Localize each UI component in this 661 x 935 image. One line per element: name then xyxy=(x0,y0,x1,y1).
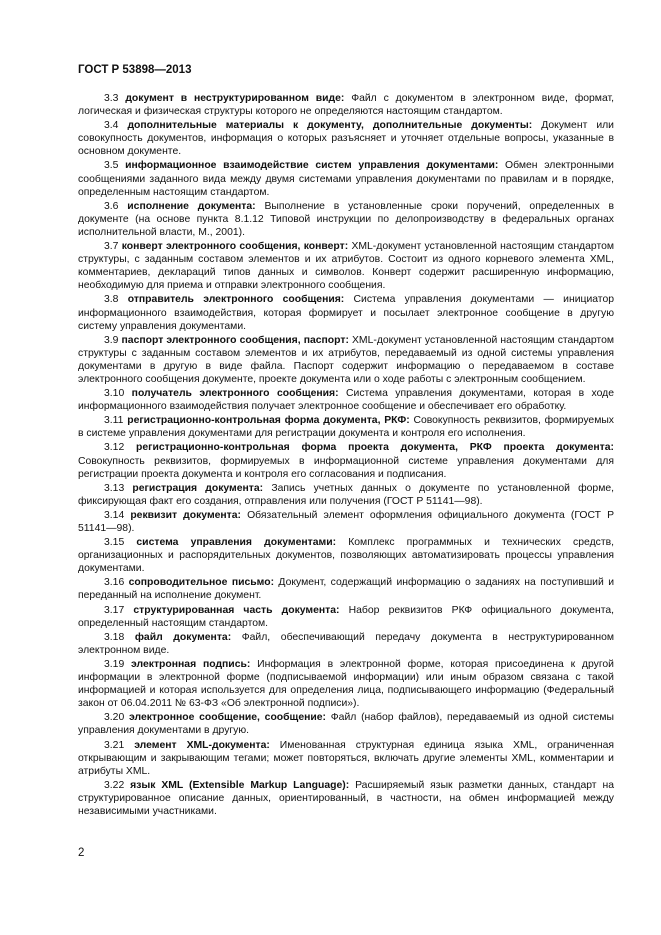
item-number: 3.13 xyxy=(104,482,125,494)
definition-item xyxy=(78,604,614,630)
definition-item xyxy=(78,159,614,198)
item-term: дополнительные материалы к документу, дополнительные документы: xyxy=(127,120,533,132)
definition-item xyxy=(78,576,614,602)
definition-item xyxy=(78,119,614,158)
item-term: информационное взаимодействие систем управления документами: xyxy=(125,160,499,172)
definition-item xyxy=(78,441,614,480)
definitions-list xyxy=(78,92,614,819)
definition-item xyxy=(78,293,614,332)
item-number: 3.11 xyxy=(104,415,124,427)
item-definition: XML-документ установленной настоящим стандартом структуры с заданным составом элементов и их атрибутов, передаваемый из одной системы управления документами в другую в виде файла. Паспорт содержит информацию о передаваемом в составе электронного сообщения документе, проекте документа или о ходе работы с электронным сообщением. xyxy=(78,334,615,385)
item-number: 3.16 xyxy=(104,577,125,589)
definition-item xyxy=(78,739,614,778)
item-term: конверт электронного сообщения, конверт: xyxy=(121,241,349,253)
item-definition: Набор реквизитов РКФ официального документа, определенный настоящим стандартом. xyxy=(78,604,615,629)
definition-item xyxy=(78,658,614,710)
item-number: 3.4 xyxy=(104,120,119,132)
item-number: 3.10 xyxy=(104,388,125,400)
item-term: исполнение документа: xyxy=(127,200,256,212)
item-definition: Информация в электронной форме, которая присоединена к другой информации в электронной форме (подписываемой информации) или иным образом связана с такой информацией и которая используется для определения лица, подписывающего информацию (Федеральный закон от 06.04.2011 № 63-ФЗ «Об электронной подписи»). xyxy=(78,658,614,710)
item-definition: Документ или совокупность документов, информация о которых разъясняет и уточняет отдельные вопросы, указанные в основном документе. xyxy=(78,120,614,158)
item-number: 3.12 xyxy=(104,442,125,454)
item-definition: Совокупность реквизитов, формируемых в информационной системе управления документами для регистрации проекта документа и контроля его согласования и подписания. xyxy=(78,455,614,480)
item-term: документ в неструктурированном виде: xyxy=(125,93,345,104)
definition-item xyxy=(78,200,614,239)
item-term: паспорт электронного сообщения, паспорт: xyxy=(121,334,349,346)
item-number: 3.17 xyxy=(104,604,125,616)
item-term: отправитель электронного сообщения: xyxy=(127,294,345,306)
item-term: файл документа: xyxy=(134,631,232,643)
item-term: электронная подпись: xyxy=(131,658,251,670)
item-term: система управления документами: xyxy=(136,537,337,549)
definition-item xyxy=(78,711,614,737)
item-term: регистрация документа: xyxy=(132,482,264,494)
item-definition: Совокупность реквизитов, формируемых в системе управления документами для регистрации документа и контроля его исполнения. xyxy=(78,415,615,440)
item-term: сопроводительное письмо: xyxy=(128,577,275,589)
item-definition: Файл (набор файлов), передаваемый из одной системы управления документами в другую. xyxy=(78,712,614,737)
item-term: реквизит документа: xyxy=(130,509,242,521)
item-definition: Обмен электронными сообщениями заданного вида между двумя системами управления документами по правилам и в порядке, определенным настоящим стандартом. xyxy=(78,160,614,198)
item-definition: Файл с документом в электронном виде, формат, логическая и физическая структуры которого не определяются настоящим стандартом. xyxy=(78,93,614,118)
item-definition: Запись учетных данных о документе по установленной форме, фиксирующая факт его создания, отправления или получения (ГОСТ Р 51141—98). xyxy=(78,482,614,507)
item-number: 3.15 xyxy=(104,537,125,549)
item-definition: Система управления документами, которая в ходе информационного взаимодействия получает электронное сообщение и обеспечивает его обработку. xyxy=(78,388,614,413)
definition-item xyxy=(78,387,614,413)
item-term: электронное сообщение, сообщение: xyxy=(129,712,327,724)
definition-item xyxy=(78,779,614,818)
item-number: 3.6 xyxy=(104,200,119,212)
item-term: регистрационно-контрольная форма проекта документа, РКФ проекта документа: xyxy=(136,442,614,454)
definition-item xyxy=(78,482,614,508)
item-number: 3.21 xyxy=(104,739,125,751)
item-term: регистрационно-контрольная форма документа, РКФ: xyxy=(127,415,410,427)
definition-item xyxy=(78,92,614,118)
item-number: 3.20 xyxy=(104,712,125,724)
item-term: язык XML (Extensible Markup Language): xyxy=(130,779,350,791)
definition-item xyxy=(78,509,614,535)
definition-item xyxy=(78,631,614,657)
item-number: 3.5 xyxy=(104,160,119,172)
definition-item xyxy=(78,536,614,575)
item-term: получатель электронного сообщения: xyxy=(131,388,339,400)
item-definition: Документ, содержащий информацию о заданиях на поступивший и переданный на исполнение документ. xyxy=(78,577,614,602)
page-number: 2 xyxy=(78,847,85,859)
document-header: ГОСТ Р 53898—2013 xyxy=(78,64,192,76)
item-number: 3.14 xyxy=(104,509,125,521)
item-definition: Выполнение в установленные сроки поручений, определенных в документе (на основе пункта 8.1.12 Типовой инструкции по делопроизводству в федеральных органах исполнительной власти, М., 2001). xyxy=(78,200,614,238)
item-number: 3.7 xyxy=(104,241,119,253)
item-definition: XML-документ установленной настоящим стандартом структуры, с заданным составом элементов и их атрибутов. Состоит из одного корневого элемента XML, комментариев, деклараций типов данных и символов. Конверт содержит расширенную информацию, необходимую для приема и отправки электронного сообщения. xyxy=(78,241,615,292)
definition-item xyxy=(78,334,614,386)
item-number: 3.9 xyxy=(104,334,119,346)
item-number: 3.22 xyxy=(104,779,125,791)
item-definition: Расширяемый язык разметки данных, стандарт на структурированное описание данных, ориентированный, в частности, на обмен информацией между независимыми участниками. xyxy=(78,779,614,817)
item-definition: Система управления документами — инициатор информационного взаимодействия, которая формирует и посылает электронное сообщение в другую систему управления документами. xyxy=(78,294,615,332)
definition-item xyxy=(78,240,614,292)
item-definition: Комплекс программных и технических средств, организационных и распорядительных документов, позволяющих автоматизировать процессы управления документами. xyxy=(78,537,615,575)
item-number: 3.19 xyxy=(104,658,125,670)
item-number: 3.18 xyxy=(104,631,125,643)
definition-item xyxy=(78,414,614,440)
item-definition: Именованная структурная единица языка XML, ограниченная открывающим и закрывающим тегами; может повторяться, включать другие элементы XML, комментарии и атрибуты XML. xyxy=(78,739,614,777)
item-definition: Файл, обеспечивающий передачу документа в неструктурированном электронном виде. xyxy=(78,631,614,656)
item-definition: Обязательный элемент оформления официального документа (ГОСТ Р 51141—98). xyxy=(78,509,615,534)
item-term: структурированная часть документа: xyxy=(133,604,340,616)
item-number: 3.3 xyxy=(104,93,119,104)
item-number: 3.8 xyxy=(104,294,119,306)
item-term: элемент XML-документа: xyxy=(134,739,270,751)
